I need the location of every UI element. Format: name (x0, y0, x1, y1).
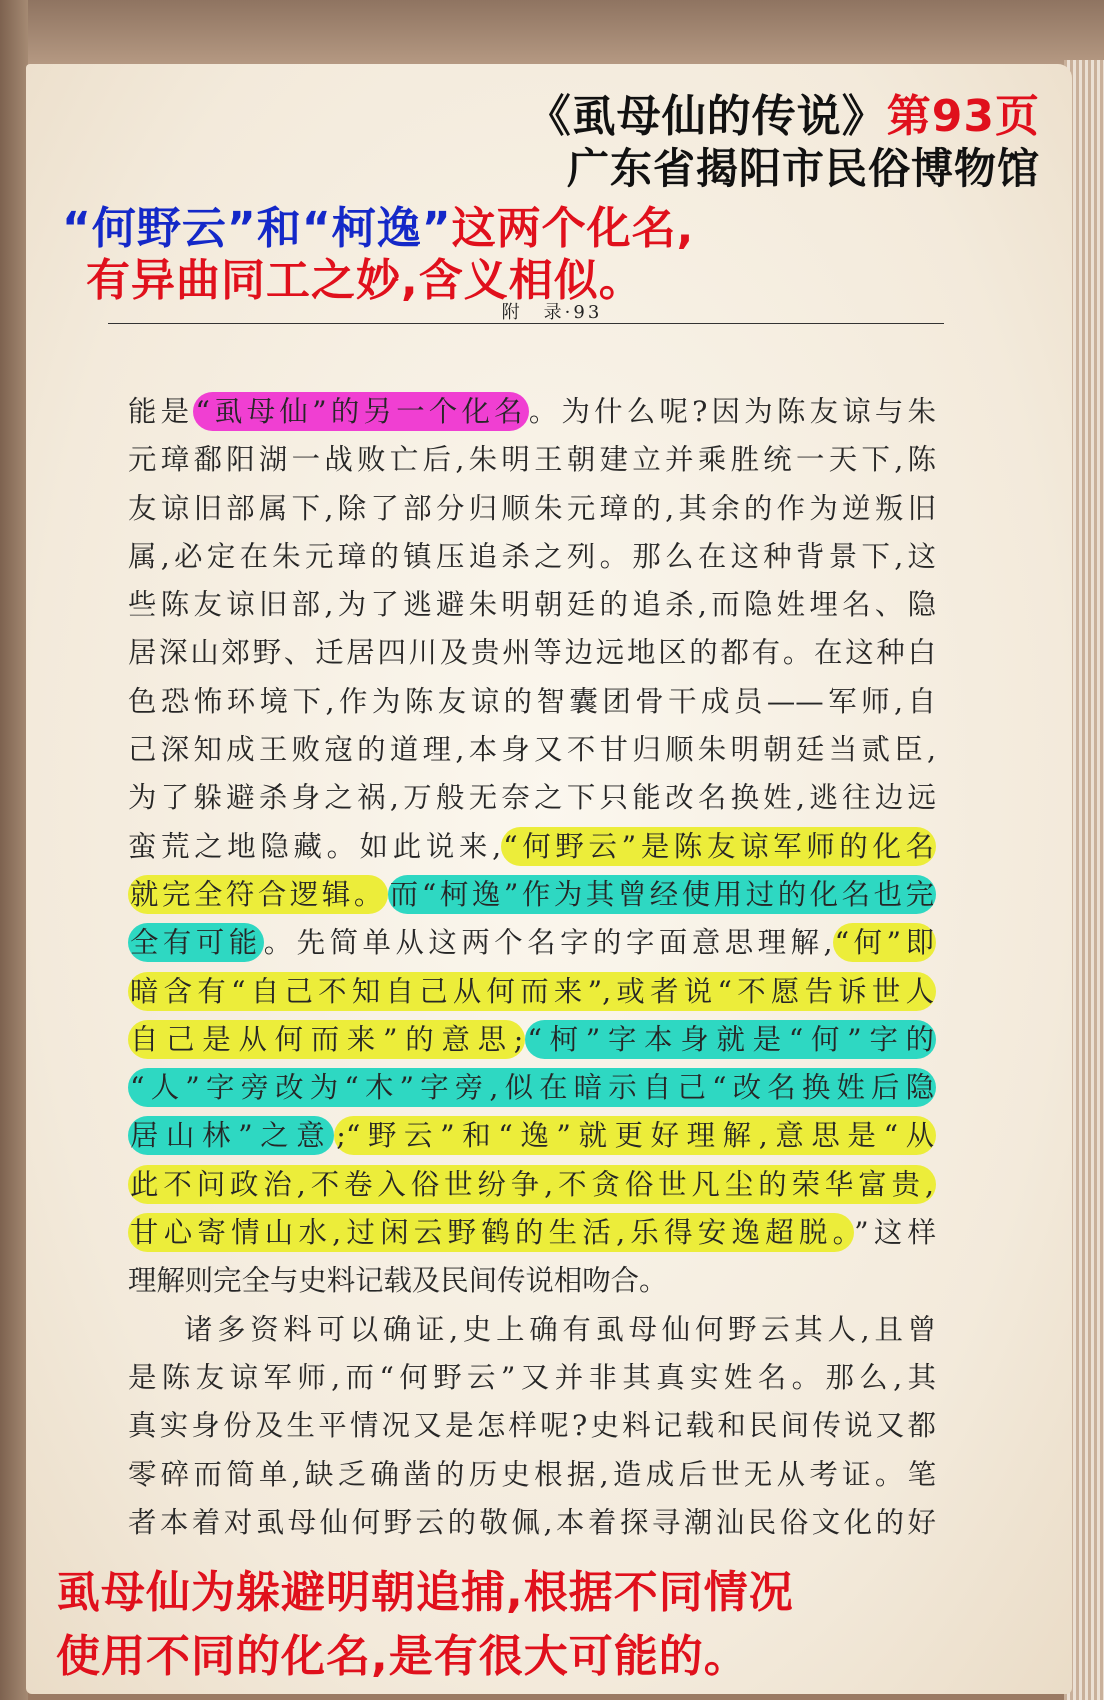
text-line: 能是“虱母仙”的另一个化名。为什么呢?因为陈友谅与朱 (128, 388, 936, 436)
banner-bottom-line2: 使用不同的化名,是有很大可能的。 (56, 1631, 749, 1682)
banner-museum: 广东省揭阳市民俗博物馆 (566, 144, 1040, 193)
header-rule (108, 323, 944, 324)
highlight-yellow: 此不问政治,不卷入俗世纷争,不贪俗世凡尘的荣华富贵, (128, 1165, 936, 1204)
text-line: 真实身份及生平情况又是怎样呢?史料记载和民间传说又都 (128, 1409, 936, 1443)
text-line: 甘心寄情山水,过闲云野鹤的生活,乐得安逸超脱。”这样 (128, 1209, 936, 1257)
text-line (128, 1016, 936, 1064)
highlight-yellow: “何”即 (833, 923, 936, 962)
highlight-magenta: “虱母仙”的另一个化名 (193, 392, 529, 431)
note-names-suffix: 这两个化名, (451, 203, 695, 254)
highlight-cyan: 而“柯逸”作为其曾经使用过的化名也完 (388, 875, 936, 914)
text-line (128, 1161, 936, 1209)
text-line: 些陈友谅旧部,为了逃避朱明朝廷的追杀,而隐姓埋名、隐 (128, 588, 936, 622)
book-edge-left (0, 0, 28, 1700)
text-line: 全有可能。先简单从这两个名字的字面意思理解,“何”即 (128, 919, 936, 967)
highlight-yellow: 就完全符合逻辑。 (128, 875, 388, 914)
text-line: 色恐怖环境下,作为陈友谅的智囊团骨干成员——军师,自 (128, 684, 936, 718)
banner-note-line2: 有异曲同工之妙,含义相似。 (86, 255, 644, 306)
highlight-yellow: 甘心寄情山水,过闲云野鹤的生活,乐得安逸超脱。 (128, 1213, 854, 1252)
page-number-label: 第93页 (886, 91, 1040, 142)
text-line: 居深山郊野、迁居四川及贵州等边远地区的都有。在这种白 (128, 636, 936, 670)
text-line: 理解则完全与史料记载及民间传说相吻合。 (128, 1264, 668, 1298)
text-line: 友谅旧部属下,除了部分归顺朱元璋的,其余的作为逆叛旧 (128, 491, 936, 525)
highlight-cyan: “人”字旁改为“木”字旁,似在暗示自己“改名换姓后隐 (128, 1068, 936, 1107)
text-line: 为了躲避杀身之祸,万般无奈之下只能改名换姓,逃往边远 (128, 781, 936, 815)
banner-title (527, 80, 1040, 144)
highlight-cyan: 全有可能 (128, 923, 264, 962)
highlight-yellow: ;“野云”和“逸”就更好理解,意思是“从 (334, 1116, 936, 1155)
highlight-cyan: 居山林”之意 (128, 1116, 334, 1155)
text-line: 是陈友谅军师,而“何野云”又并非其真实姓名。那么,其 (128, 1360, 936, 1394)
text-line: 者本着对虱母仙何野云的敬佩,本着探寻潮汕民俗文化的好 (128, 1505, 936, 1539)
book-title: 《虱母仙的传说》 (526, 91, 887, 142)
highlight-yellow: 暗含有“自己不知自己从何而来”,或者说“不愿告诉世人 (128, 972, 936, 1011)
book-edge-top (0, 0, 1104, 72)
text-line (128, 871, 936, 919)
text-line: 蛮荒之地隐藏。如此说来,“何野云”是陈友谅军师的化名 (128, 823, 936, 871)
highlight-yellow: 自己是从何而来”的意思; (128, 1020, 525, 1059)
highlight-yellow: “何野云”是陈友谅军师的化名 (501, 827, 936, 866)
text-line (128, 1064, 936, 1112)
banner-bottom-line1: 虱母仙为躲避明朝追捕,根据不同情况 (56, 1567, 794, 1618)
text-line (128, 968, 936, 1016)
running-head: 附 录·93 (501, 302, 603, 323)
text-line: 元璋鄱阳湖一战败亡后,朱明王朝建立并乘胜统一天下,陈 (128, 443, 936, 477)
text-line: 诸多资料可以确证,史上确有虱母仙何野云其人,且曾 (184, 1312, 936, 1346)
note-names: “何野云”和“柯逸” (62, 203, 452, 254)
highlight-cyan: “柯”字本身就是“何”字的 (525, 1020, 936, 1059)
text-line (128, 1112, 936, 1160)
body-text (128, 388, 936, 1547)
text-line: 零碎而简单,缺乏确凿的历史根据,造成后世无从考证。笔 (128, 1457, 936, 1491)
text-line: 己深知成王败寇的道理,本身又不甘归顺朱明朝廷当贰臣, (128, 733, 936, 767)
text-line: 属,必定在朱元璋的镇压追杀之列。那么在这种背景下,这 (128, 539, 936, 573)
